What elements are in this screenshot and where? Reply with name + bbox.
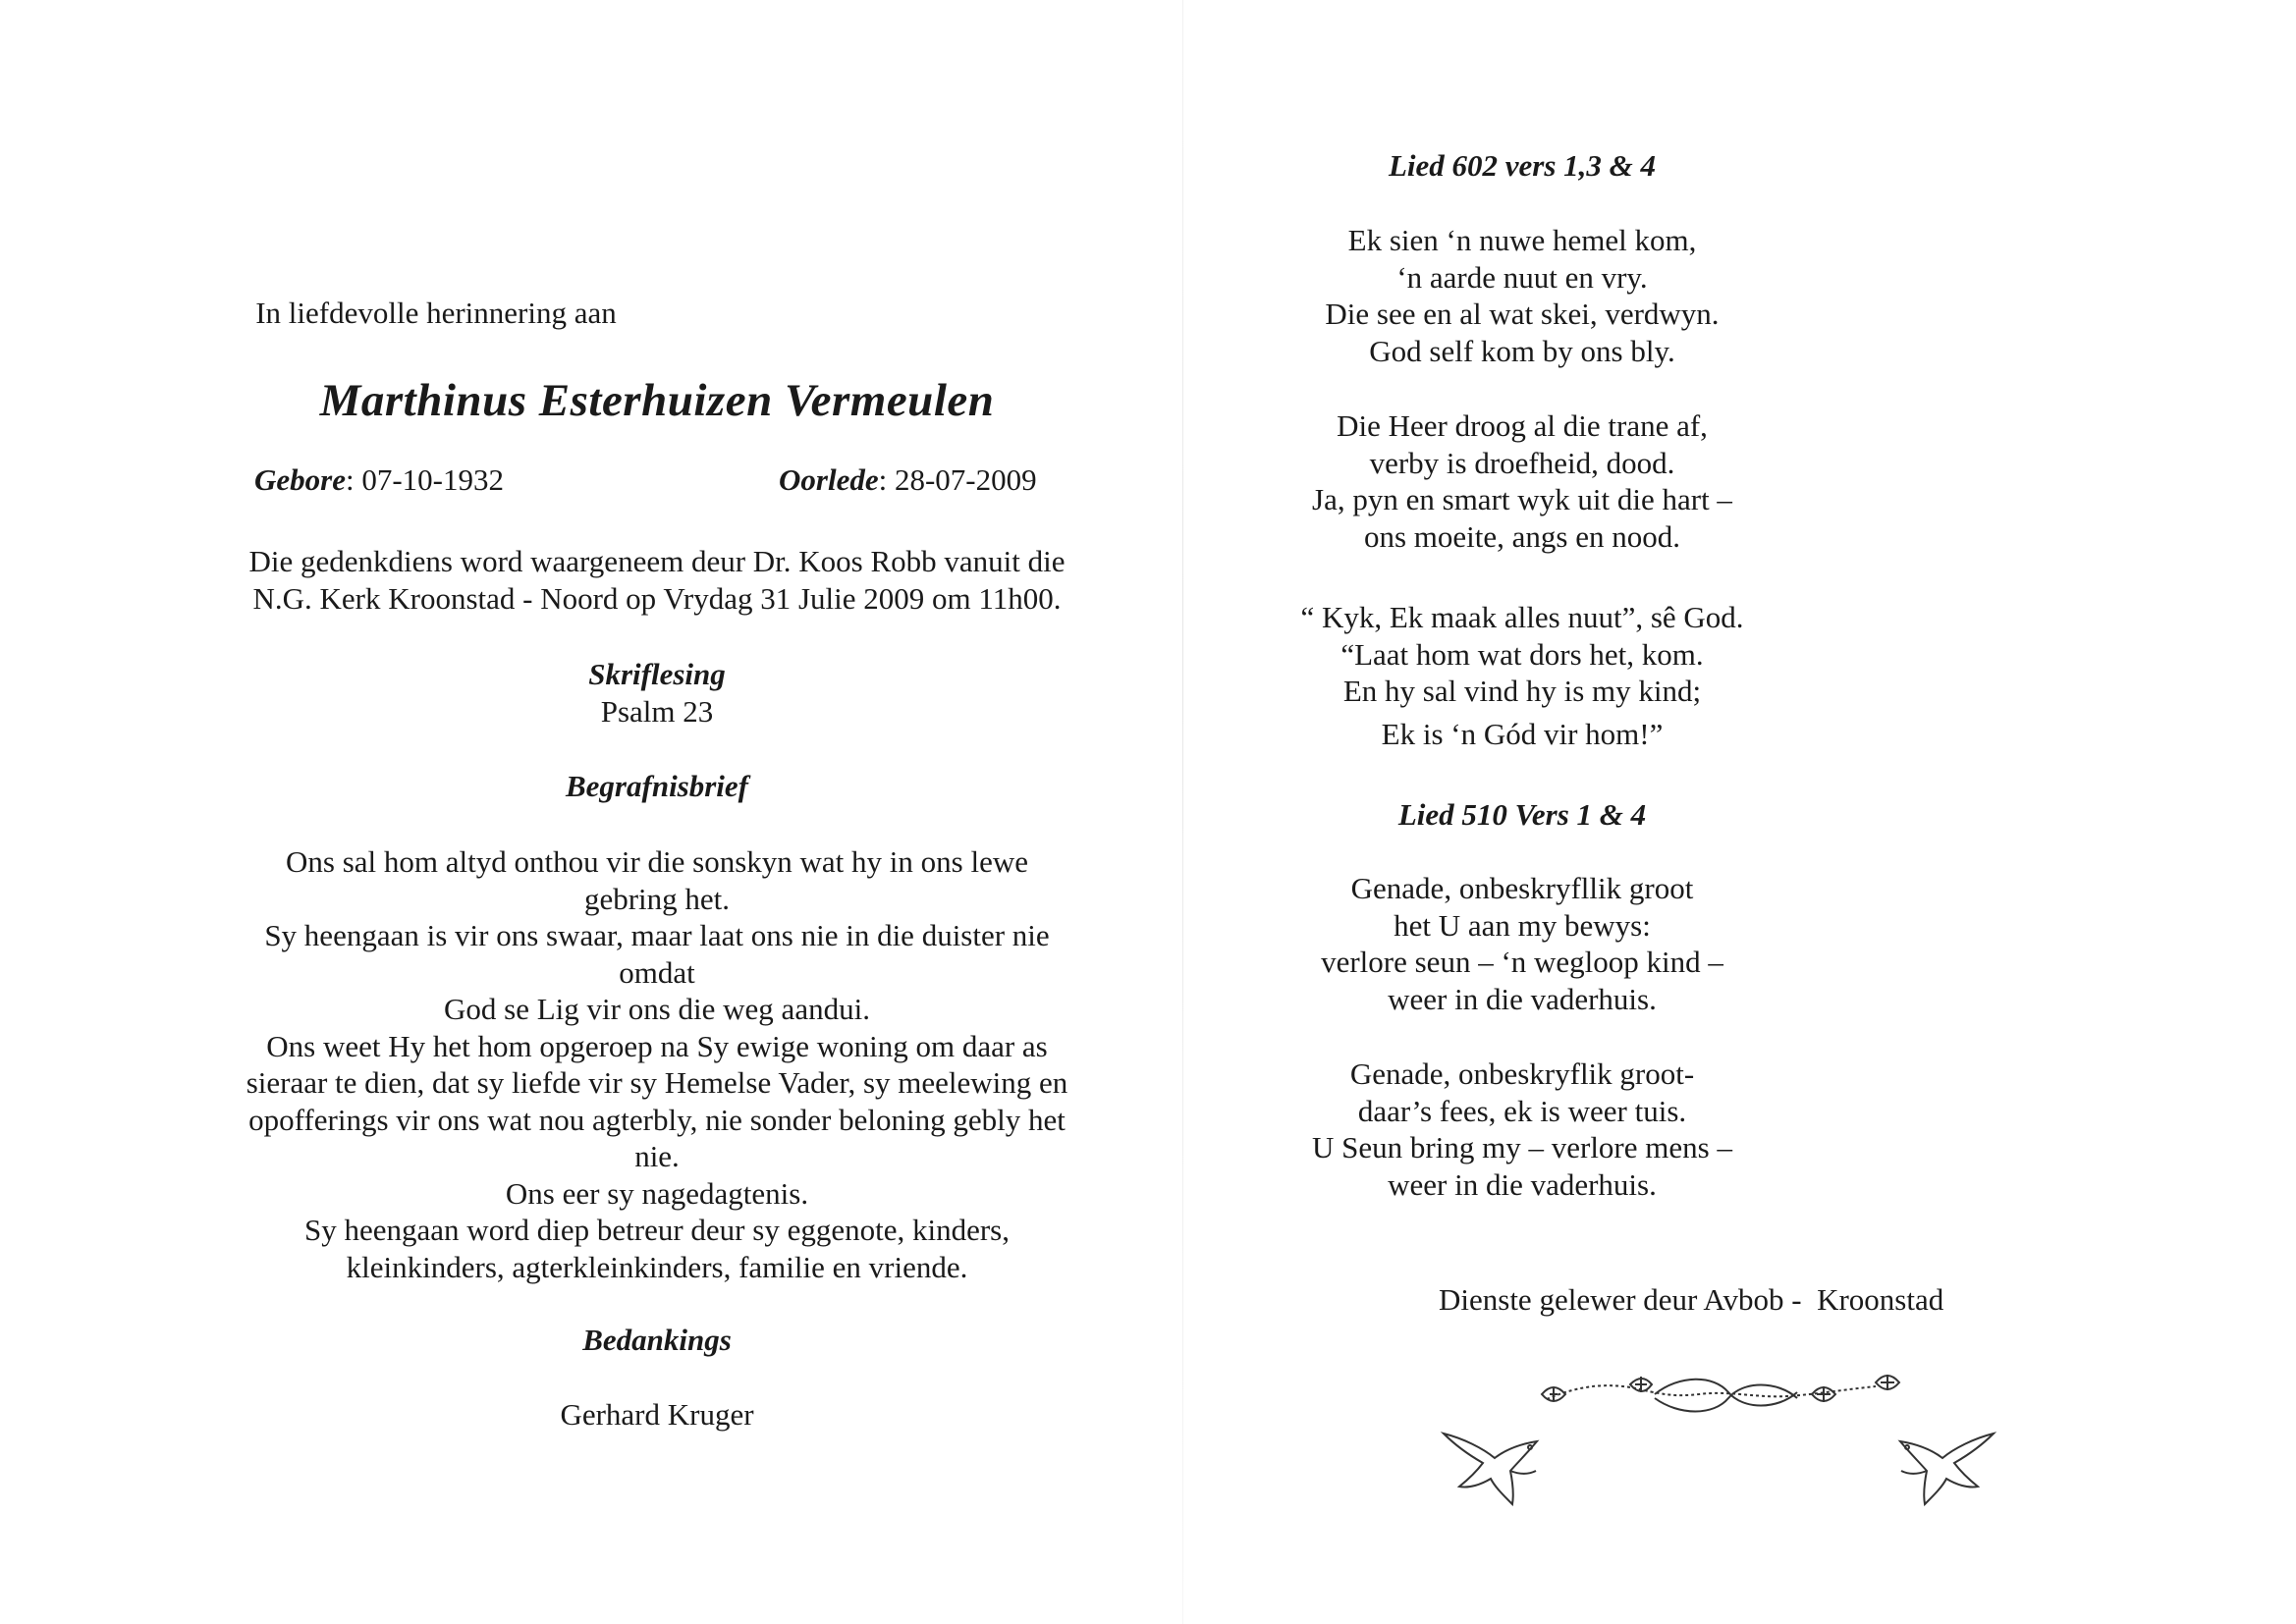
verse-line: ons moeite, angs en nood. — [1363, 518, 1680, 554]
verse-line: Genade, onbeskryflik groot- — [1349, 1056, 1695, 1091]
funeral-services-credit — [1355, 1281, 2082, 1319]
verse-line: ‘n aarde nuut en vry. — [1396, 259, 1648, 295]
letter-line: nie. — [634, 1139, 680, 1173]
verse-line: verlore seun – ‘n wegloop kind – — [1321, 945, 1723, 979]
letter-heading: Begrafnisbrief — [566, 769, 748, 803]
born-label: Gebore — [254, 462, 346, 497]
letter-line: God se Lig vir ons die weg aandui. — [444, 992, 870, 1026]
letter-line: opofferings vir ons wat nou agterbly, nie sonder beloning gebly het — [248, 1102, 1066, 1137]
service-line: N.G. Kerk Kroonstad - Noord op Vrydag 31 Julie 2009 om 11h00. — [252, 580, 1062, 616]
letter-line: kleinkinders, agterkleinkinders, familie en vriende. — [346, 1249, 968, 1284]
verse-line: “Laat hom wat dors het, kom. — [1340, 636, 1704, 672]
hymn-510-title — [1129, 796, 1915, 834]
verse-line: God self kom by ons bly. — [1369, 333, 1675, 368]
hymn-602-title-text: Lied 602 vers 1,3 & 4 — [1388, 148, 1657, 183]
intro-line: In liefdevolle herinnering aan — [255, 296, 617, 330]
letter-line: Sy heengaan word diep betreur deur sy eggenote, kinders, — [304, 1213, 1010, 1247]
hymn-602-stanza-2 — [1129, 407, 1915, 555]
hymn-602-title — [1129, 147, 1915, 185]
letter-line: omdat — [619, 954, 695, 990]
verse-line: weer in die vaderhuis. — [1388, 981, 1657, 1016]
letter-line: sieraar te dien, dat sy liefde vir sy Hemelse Vader, sy meelewing en — [246, 1065, 1068, 1100]
verse-line: het U aan my bewys: — [1394, 907, 1651, 943]
hymn-510-stanza-1 — [1129, 870, 1915, 1017]
letter-line: Ons sal hom altyd onthou vir die sonskyn wat hy in ons lewe — [286, 844, 1028, 879]
reading-heading: Skriflesing — [588, 657, 726, 691]
letter-line: Ons weet Hy het hom opgeroep na Sy ewige woning om daar as — [266, 1028, 1048, 1063]
born-value: : 07-10-1932 — [345, 462, 504, 497]
verse-line: Die see en al wat skei, verdwyn. — [1325, 297, 1720, 331]
verse-line: daar’s fees, ek is weer tuis. — [1357, 1093, 1687, 1128]
died-value: : 28-07-2009 — [878, 462, 1037, 497]
verse-line: “ Kyk, Ek maak alles nuut”, sê God. — [1300, 600, 1744, 634]
service-line: Die gedenkdiens word waargeneem deur Dr. Koos Robb vanuit die — [248, 544, 1066, 578]
hymn-602-stanza-1 — [1129, 222, 1915, 369]
died-label: Oorlede — [779, 462, 879, 497]
thanks-heading: Bedankings — [582, 1323, 732, 1357]
thanks-text: Gerhard Kruger — [560, 1397, 754, 1432]
verse-line: En hy sal vind hy is my kind; — [1342, 674, 1702, 708]
hymn-510-stanza-2 — [1129, 1056, 1915, 1203]
reading-text: Psalm 23 — [600, 693, 714, 729]
services-text: Dienste gelewer deur Avbob - Kroonstad — [1439, 1282, 1944, 1317]
verse-line: verby is droefheid, dood. — [1369, 445, 1675, 480]
hymn-510-title-text: Lied 510 Vers 1 & 4 — [1397, 797, 1647, 832]
verse-line: Ek sien ‘n nuwe hemel kom, — [1347, 223, 1697, 257]
letter-line: Ons eer sy nagedagtenis. — [505, 1175, 809, 1211]
letter-line: gebring het. — [583, 881, 731, 916]
verse-line: Ja, pyn en smart wyk uit die hart – — [1312, 482, 1732, 516]
deceased-name-text: Marthinus Esterhuizen Vermeulen — [319, 375, 995, 426]
verse-line: Ek is ‘n Gód vir hom!” — [1381, 716, 1664, 751]
doves-and-vine-ornament-icon — [1434, 1365, 2003, 1537]
verse-line: Genade, onbeskryfllik groot — [1350, 871, 1694, 905]
letter-line: Sy heengaan is vir ons swaar, maar laat ons nie in die duister nie — [264, 918, 1050, 952]
verse-line: weer in die vaderhuis. — [1388, 1166, 1657, 1202]
verse-line: Die Heer droog al die trane af, — [1337, 408, 1708, 443]
verse-line: U Seun bring my – verlore mens – — [1312, 1130, 1732, 1164]
hymn-602-stanza-3 — [1129, 599, 1915, 752]
